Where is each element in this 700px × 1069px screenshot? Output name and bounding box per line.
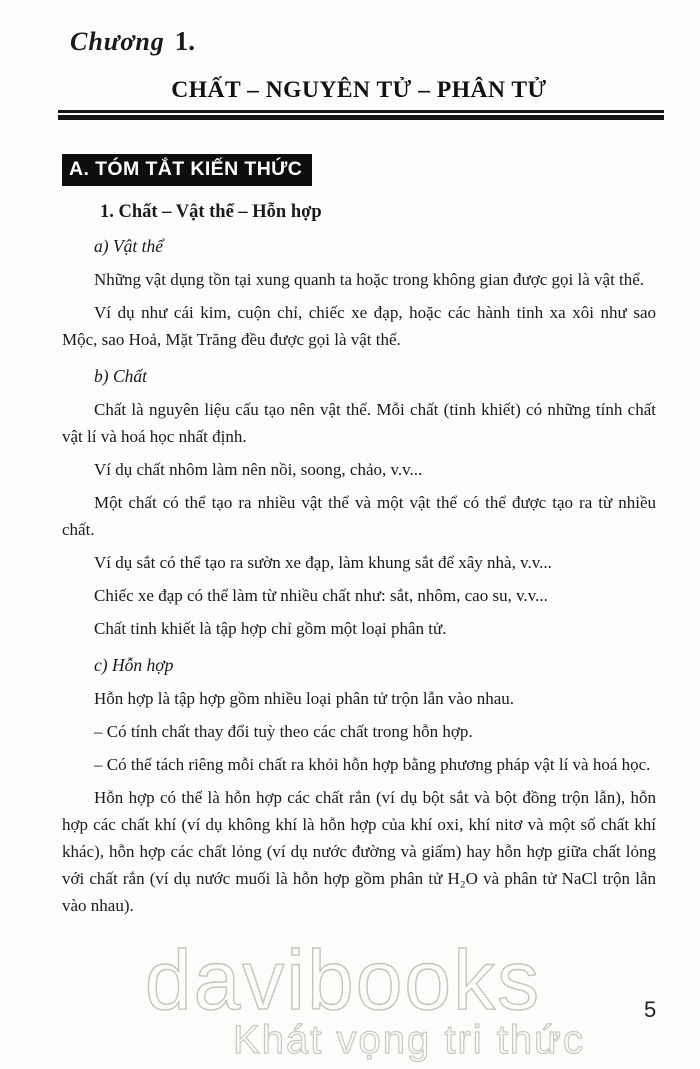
title-underline-rule — [58, 110, 664, 120]
chapter-title: CHẤT – NGUYÊN TỬ – PHÂN TỬ — [171, 77, 547, 103]
chapter-heading — [70, 26, 656, 57]
chapter-label: Chương — [70, 27, 165, 56]
paragraph: Những vật dụng tồn tại xung quanh ta hoặc trong không gian được gọi là vật thể. — [94, 270, 645, 289]
watermark-logo-text: davibooks — [144, 933, 542, 1027]
paragraph: Chất là nguyên liệu cấu tạo nên vật thể. Mỗi chất (tinh khiết) có những tính chất vật lí và hoá học nhất định. — [62, 400, 656, 446]
part-c-hon-hop — [62, 655, 656, 919]
paragraph: Chiếc xe đạp có thể làm từ nhiều chất như: sắt, nhôm, cao su, v.v... — [94, 586, 548, 605]
part-a-heading: a) Vật thể — [94, 236, 164, 256]
subsection-1-heading: 1. Chất – Vật thể – Hỗn hợp — [100, 202, 322, 222]
paragraph: Chất tinh khiết là tập hợp chỉ gồm một loại phân tử. — [94, 619, 447, 638]
part-b-heading: b) Chất — [94, 366, 147, 386]
paragraph: Ví dụ sắt có thể tạo ra sườn xe đạp, làm khung sắt để xây nhà, v.v... — [94, 553, 552, 572]
paragraph: – Có tính chất thay đổi tuỳ theo các chất trong hỗn hợp. — [94, 722, 473, 741]
paragraph: Hỗn hợp có thể là hỗn hợp các chất rắn (ví dụ bột sắt và bột đồng trộn lẫn), hỗn hợp các chất khí (ví dụ không khí là hỗn hợp của khí oxi, khí nitơ và một số chất khí khác), hỗn hợp các chất lỏng (ví dụ nước đường và giấm) hay hỗn hợp giữa chất lỏng với chất rắn (ví dụ nước muối là hỗn hợp gồm phân tử H₂O và phân tử NaCl trộn lẫn vào nhau). — [62, 788, 656, 915]
part-b-chat — [62, 366, 656, 642]
watermark — [0, 933, 700, 1062]
page-content — [62, 26, 656, 919]
part-a-vat-the — [62, 236, 656, 353]
section-a — [62, 120, 656, 223]
part-c-heading: c) Hỗn hợp — [94, 655, 174, 675]
paragraph: – Có thể tách riêng mỗi chất ra khỏi hỗn hợp bằng phương pháp vật lí và hoá học. — [94, 755, 651, 774]
page-number: 5 — [644, 997, 657, 1022]
watermark-slogan-text: Khát vọng tri thức — [233, 1018, 585, 1062]
chapter-number: 1. — [174, 26, 196, 56]
section-a-heading: A. TÓM TẮT KIẾN THỨC — [62, 154, 312, 186]
paragraph: Ví dụ chất nhôm làm nên nồi, soong, chảo, v.v... — [94, 460, 423, 479]
paragraph: Một chất có thể tạo ra nhiều vật thể và một vật thể có thể được tạo ra từ nhiều chất. — [62, 493, 656, 539]
paragraph: Hỗn hợp là tập hợp gồm nhiều loại phân tử trộn lẫn vào nhau. — [94, 689, 515, 708]
paragraph: Ví dụ như cái kim, cuộn chỉ, chiếc xe đạp, hoặc các hành tinh xa xôi như sao Mộc, sao Hoả, Mặt Trăng đều được gọi là vật thể. — [62, 303, 656, 349]
